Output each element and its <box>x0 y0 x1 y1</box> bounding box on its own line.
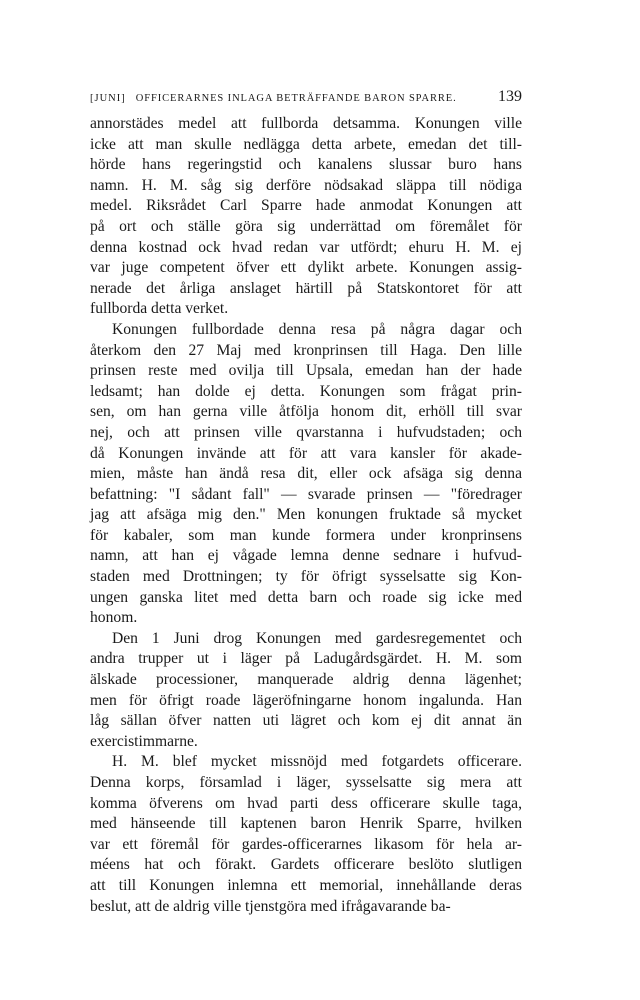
text-line: ungen ganska litet med detta barn och roade sig icke med <box>90 588 522 606</box>
text-line: annorstädes medel att fullborda detsamma. Konungen ville <box>90 115 522 132</box>
text-line: var ett föremål för gardes-officerarnes likasom för hela ar- <box>90 835 522 853</box>
text-line: men för öfrigt roade lägeröfningarne honom ingalunda. Han <box>90 691 522 709</box>
text-line: Denna korps, församlad i läger, sysselsatte sig mera att <box>90 774 522 791</box>
text-line: nerade det årliga anslaget härtill på Statskontoret för att <box>90 279 522 297</box>
text-line: sen, om han gerna ville åtfölja honom dit, erhöll till svar <box>90 403 522 421</box>
text-line: namn. H. M. såg sig derföre nödsakad släppa till nödiga <box>90 176 522 194</box>
paragraph <box>90 320 522 629</box>
text-line: då Konungen invände att för att vara kansler för akade- <box>90 444 522 462</box>
text-line: komma öfverens om hvad parti dess officerare skulle taga, <box>90 794 522 812</box>
text-line: beslut, att de aldrig ville tjenstgöra med ifrågavarande ba- <box>90 897 451 915</box>
text-line: méens hat och förakt. Gardets officerare beslöto slutligen <box>90 856 522 874</box>
text-line: prinsen reste med ovilja till Upsala, emedan han der hade <box>90 362 522 380</box>
text-line: jag att afsäga mig den." Men konungen fruktade så mycket <box>90 506 522 524</box>
text-line: nej, och att prinsen ville qvarstanna i hufvudstaden; och <box>90 423 522 441</box>
text-line: låg sällan öfver natten uti lägret och kom ej dit annat än <box>90 712 522 730</box>
text-line: befattning: "I sådant fall" — svarade prinsen — "föredrager <box>90 485 522 503</box>
paragraph <box>90 114 522 320</box>
text-line: att till Konungen inlemna ett memorial, innehållande deras <box>90 876 522 894</box>
text-line: andra trupper ut i läger på Ladugårdsgärdet. H. M. som <box>90 650 522 668</box>
paragraph <box>90 752 522 917</box>
text-line: mien, måste han ändå resa dit, eller ock afsäga sig denna <box>90 465 522 483</box>
text-line: för kabaler, som man kunde formera under kronprinsens <box>90 526 522 544</box>
page-number: 139 <box>498 88 522 105</box>
paragraph <box>90 629 522 753</box>
text-line: återkom den 27 Maj med kronprinsen till Haga. Den lille <box>90 341 522 359</box>
text-line: älskade processioner, manquerade aldrig denna lägenhet; <box>90 671 522 689</box>
text-line: namn, att han ej vågade lemna denne sednare i hufvud- <box>90 547 522 565</box>
running-head-title: OFFICERARNES INLAGA BETRÄFFANDE BARON SPARRE. <box>135 93 457 104</box>
text-line: H. M. blef mycket missnöjd med fotgardets officerare. <box>112 753 522 771</box>
text-line: fullborda detta verket. <box>90 300 229 318</box>
text-line: ledsamt; han dolde ej detta. Konungen som frågat prin- <box>90 382 522 400</box>
running-head-month: [JUNI] <box>90 93 126 104</box>
text-line: honom. <box>90 609 138 627</box>
text-line: medel. Riksrådet Carl Sparre hade anmodat Konungen att <box>90 197 522 215</box>
text-line: Konungen fullbordade denna resa på några dagar och <box>112 320 522 338</box>
body-text <box>90 114 522 917</box>
text-line: icke att man skulle nedlägga detta arbete, emedan det till- <box>90 135 522 153</box>
running-head <box>90 88 522 106</box>
text-line: Den 1 Juni drog Konungen med gardesregementet och <box>112 629 522 647</box>
text-line: med hänseende till kaptenen baron Henrik Sparre, hvilken <box>90 815 522 833</box>
book-page <box>90 88 522 917</box>
text-line: staden med Drottningen; ty för öfrigt sysselsatte sig Kon- <box>90 568 522 586</box>
text-line: exercistimmarne. <box>90 732 198 750</box>
text-line: på ort och ställe göra sig underrättad om föremålet för <box>90 217 522 235</box>
text-line: var juge competent öfver ett dylikt arbete. Konungen assig- <box>90 259 522 277</box>
text-line: denna kostnad ock hvad redan var utfördt; ehuru H. M. ej <box>90 238 522 256</box>
text-line: hörde hans regeringstid och kanalens slussar buro hans <box>90 156 522 174</box>
